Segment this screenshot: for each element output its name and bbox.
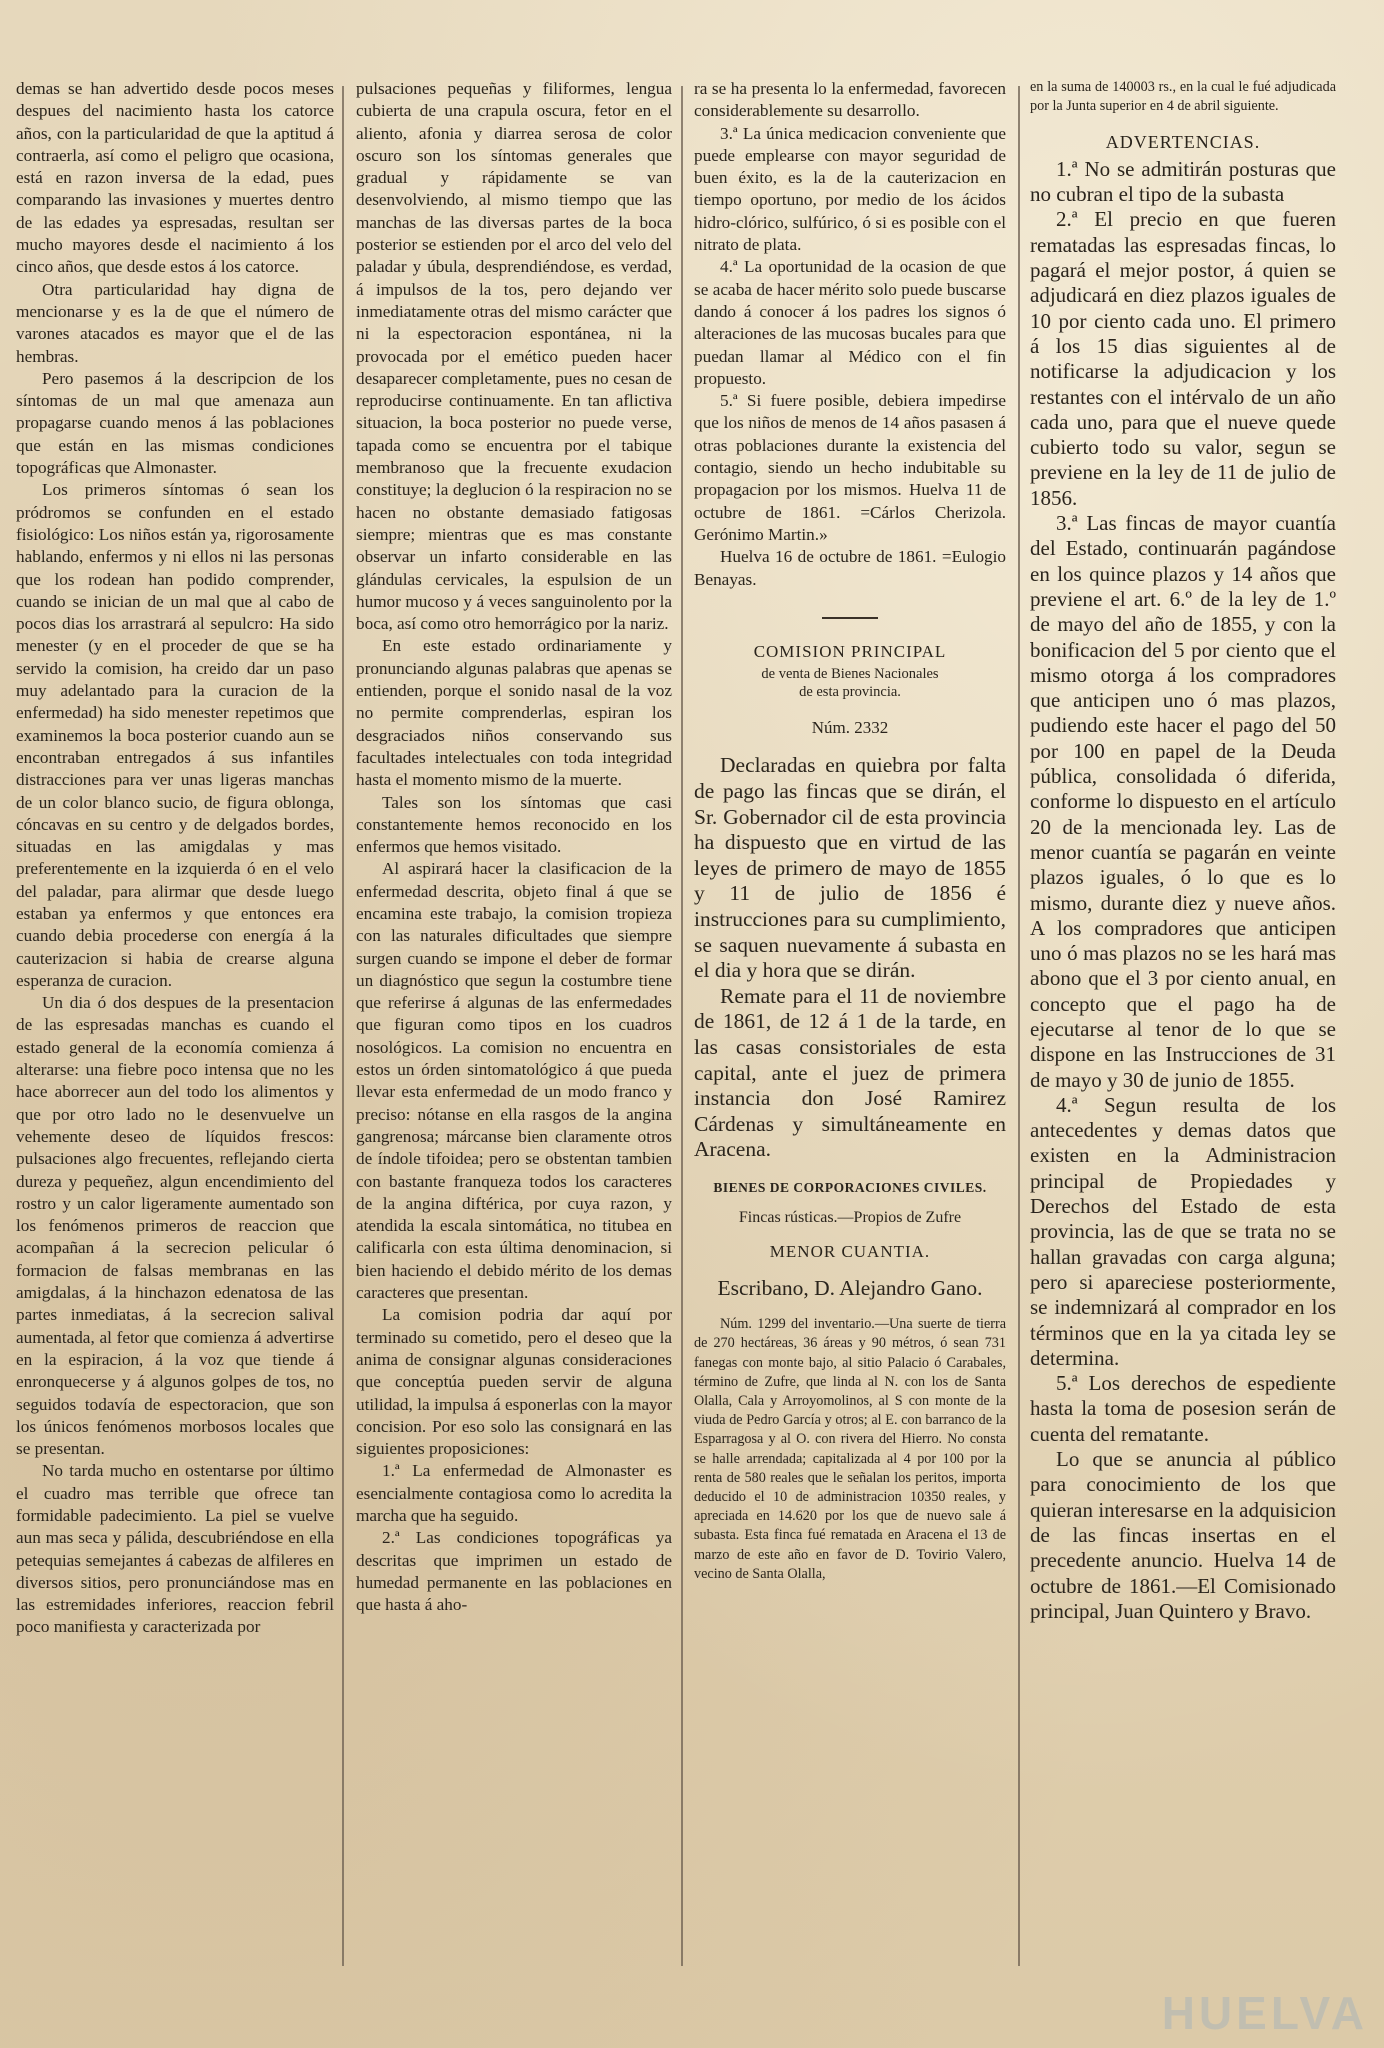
- menor-cuantia-heading: MENOR CUANTIA.: [769, 1242, 931, 1262]
- column-rule: [681, 86, 683, 1966]
- paragraph: Tales son los síntomas que casi constantemente hemos reconocido en los enfermos que hemos visitado.: [356, 792, 672, 857]
- paragraph: Un dia ó dos despues de la presentacion de las espresadas manchas es cuando el estado general de la economía comienza á alterarse: una fiebre poco intensa que no les hace aborrecer aun del todo los alimentos y que por otro lado no le desenvuelve un vehemente deseo de líquidos frescos: pulsaciones algo frecuentes, reflejando cierta dureza y pequeñez, algun encendimiento del rostro y un calor ligeramente aumentado son los fenómenos primeros de reaccion que acompañan á la secrecion pelicular ó formacion de falsas membranas en las amigdalas, á la hinchazon edenatosa de las partes inmediatas, á la secrecion salival aumentada, al fetor que comienza á advertirse en la espiracion, á la voz que tiende á enronquecerse y á algunos golpes de tos, no seguidos todavía de espectoracion, que son los únicos fenómenos morbosos locales que se presentan.: [16, 993, 334, 1459]
- paragraph: En este estado ordinariamente y pronunciando algunas palabras que apenas se entienden, porque el sonido nasal de la voz no permite comprenderlas, espiran los desgraciados niños conservando sus facultades intelectuales con toda integridad hasta el momento mismo de la muerte.: [356, 636, 672, 790]
- paragraph: Lo que se anuncia al público para conocimiento de los que quieran interesarse en la adquisicion de las fincas insertas en el precedente anuncio. Huelva 14 de octubre de 1861.—El Comisionado principal, Juan Quintero y Bravo.: [1030, 1447, 1336, 1623]
- paragraph: 1.ª No se admitirán posturas que no cubran el tipo de la subasta: [1030, 156, 1336, 207]
- notice-number: Núm. 2332: [811, 718, 889, 738]
- paragraph: La comision podria dar aquí por terminado su cometido, pero el deseo que la anima de consignar algunas consideraciones que conceptúa pueden servir de alguna utilidad, la impulsa á esponerlas con la mayor concision. Por eso solo las consignará en las siguientes proposiciones:: [356, 1305, 672, 1459]
- fincas-line: Fincas rústicas.—Propios de Zufre: [738, 1209, 962, 1227]
- inventory-entry: Núm. 1299 del inventario.—Una suerte de tierra de 270 hectáreas, 36 áreas y 90 métros, ó sean 731 fanegas con monte bajo, al sitio Palacio ó Carabales, término de Zufre, que linda al N. con los de Santa Olalla, Cala y Arroyomolinos, al S con monte de la viuda de Pedro García y otros; al E. con barranco de la Esparragosa y al O. con rivera del Hierro. No consta se halle arrendada; capitalizada al 4 por 100 por la renta de 580 reales que le señalan los peritos, importa deducido el 10 de administracion 10350 reales, y apreciada en 14.620 por los que de nuevo sale á subasta. Esta finca fué rematada en Aracena el 13 de marzo de este año en favor de D. Tovirio Valero, vecino de Santa Olalla,: [694, 1316, 1006, 1582]
- paragraph: 2.ª El precio en que fueren rematadas las espresadas fincas, lo pagará el mejor postor, á quien se adjudicará en diez plazos iguales de 10 por ciento cada uno. El primero á los 15 dias siguientes al de notificarse la adjudicacion y los restantes con el intérvalo de un año cada uno, para que el nueve quede cubierto todo su valor, segun se previene en la ley de 11 de julio de 1856.: [1030, 207, 1336, 510]
- paragraph: pulsaciones pequeñas y filiformes, lengua cubierta de una crapula oscura, fetor en el aliento, afonia y diarrea serosa de color oscuro son los síntomas generales que gradual y rápidamente se van desenvolviendo, al mismo tiempo que las manchas de las diversas partes de la boca posterior se estienden por el arco del velo del paladar y úbula, desprendiéndose, es verdad, á impulsos de la tos, pero dejando ver inmediatamente otras del mismo carácter que ni la espectoracion espontánea, ni la provocada por el emético pueden hacer desaparecer completamente, pues no cesan de reproducirse continuamente. En tan aflictiva situacion, la boca posterior no puede verse, tapada como se encuentra por el tabique membranoso que la frecuente exudacion constituye; la deglucion ó la respiracion no se hacen no obstante demasiado fatigosas siempre; mientras que es mas constante observar un infarto considerable en las glándulas cervicales, la espulsion de un humor mucoso y á veces sanguinolento por la boca, así como otro hemorrágico por la nariz.: [356, 79, 672, 634]
- paragraph: Otra particularidad hay digna de mencionarse y es la de que el número de varones atacados es mayor que el de las hembras.: [16, 279, 334, 366]
- section-title: BIENES DE CORPORACIONES CIVILES.: [713, 1179, 987, 1195]
- paragraph: Declaradas en quiebra por falta de pago las fincas que se dirán, el Sr. Gobernador cil de esta provincia ha dispuesto que en virtud de las leyes de primero de mayo de 1855 y 11 de julio de 1856 é instrucciones para su cumplimiento, se saquen nuevamente á subasta en el dia y hora que se dirán.: [694, 753, 1006, 983]
- paragraph: Pero pasemos á la descripcion de los síntomas de un mal que amenaza aun propagarse cuando menos á las poblaciones que están en las mismas condiciones topográficas que Almonaster.: [16, 368, 334, 478]
- section-heading: COMISION PRINCIPAL: [753, 641, 947, 661]
- section-subheading: de venta de Bienes Nacionales: [761, 666, 939, 683]
- column-rule: [1018, 86, 1020, 1966]
- column-3: [694, 78, 1006, 1978]
- paragraph: demas se han advertido desde pocos meses despues del nacimiento hasta los catorce años, con la particularidad de que la aptitud á contraerla, así como el peligro que ocasiona, está en razon inversa de la edad, pues comparando las invasiones y muertes dentro de las edades ya espresadas, resultan ser mucho mayores desde el nacimiento á los cinco años, que desde estos á los catorce.: [16, 79, 334, 277]
- paragraph: No tarda mucho en ostentarse por último el cuadro mas terrible que ofrece tan formidable padecimiento. La piel se vuelve aun mas seca y pálida, descubriéndose en ella petequias semejantes á cabezas de alfileres en diversos sitios, pero pronunciándose mas en las estremidades inferiores, reaccion febril poco manifiesta y caracterizada por: [16, 1461, 334, 1637]
- paragraph: Los primeros síntomas ó sean los pródromos se confunden en el estado fisiológico: Los niños están ya, rigorosamente hablando, enfermos y ni ellos ni las personas que los rodean han podido comprender, cuando se inician de un mal que al cabo de pocos dias los arrastrará al sepulcro: Ha sido menester (y en el proceder de que se ha servido la comision, ha creido dar un paso muy adelantado para la curacion de la enfermedad) ha sido menester repetimos que examinemos la boca posterior cuando aun se encontraban entregados á sus infantiles distracciones para ver unas ligeras manchas de un color blanco sucio, de figura oblonga, cóncavas en su centro y de delgados bordes, situadas en las amigdalas y mas preferentemente en la izquierda ó en el velo del paladar, para alirmar que desde luego estaban ya enfermos y que entonces era cuando debia procederse con energía á la cauterizacion si habia de crearse alguna esperanza de curacion.: [16, 480, 334, 990]
- section-subheading: de esta provincia.: [799, 684, 901, 701]
- paragraph: Remate para el 11 de noviembre de 1861, de 12 á 1 de la tarde, en las casas consistoriales de esta capital, ante el juez de primera instancia don José Ramirez Cárdenas y simultáneamente en Aracena.: [694, 983, 1006, 1162]
- paragraph: 2.ª Las condiciones topográficas ya descritas que imprimen un estado de humedad permanente en las poblaciones en que hasta á aho-: [356, 1528, 672, 1615]
- archive-watermark: HUELVA: [1161, 1987, 1368, 2039]
- column-2: [356, 78, 672, 1978]
- column-1: [16, 78, 334, 1978]
- section-divider: [822, 617, 878, 619]
- paragraph: 3.ª Las fincas de mayor cuantía del Estado, continuarán pagándose en los quince plazos y 14 años que previene el art. 6.º de la ley de 1.º de mayo del año de 1855, y con la bonificacion del 5 por ciento que el mismo otorga á los compradores que anticipen uno ó mas plazos, pudiendo este hacer el pago del 50 por 100 en papel de la Deuda pública, consolidada ó diferida, conforme lo dispuesto en el artículo 20 de la mencionada ley. Las de menor cuantía se pagarán en veinte plazos iguales, ó lo que es lo mismo, durante diez y nueve años. A los compradores que anticipen uno ó mas plazos no se les hará mas abono que el 3 por ciento anual, en concepto que el pago ha de ejecutarse al tenor de lo que se dispone en las Instrucciones de 31 de mayo y 30 de junio de 1855.: [1030, 511, 1336, 1092]
- paragraph: 4.ª La oportunidad de la ocasion de que se acaba de hacer mérito solo puede buscarse dando á conocer á los padres los signos ó alteraciones de las mucosas bucales para que puedan llamar al Médico con el fin propuesto.: [694, 257, 1006, 388]
- paragraph: Al aspirará hacer la clasificacion de la enfermedad descrita, objeto final á que se encamina este trabajo, la comision tropieza con las naturales dificultades que siempre surgen cuando se impone el deber de formar un diagnóstico que segun la costumbre tiene que referirse á algunas de las enfermedades que figuran como tipos en los cuadros nosológicos. La comision no encuentra en estos un órden sintomatológico á que pueda llevar esta enfermedad de un modo franco y preciso: nótanse en ella rasgos de la angina gangrenosa; márcanse bien claramente otros de índole tifoidea; pero se obstentan tambien con bastante franqueza todos los caracteres de la angina diftérica, por cuya razon, y atendida la escala sintomática, no titubea en calificarla con esta última denominacion, si bien haciendo el debido mérito de los demas caracteres que presentan.: [356, 859, 672, 1303]
- paragraph: 1.ª La enfermedad de Almonaster es esencialmente contagiosa como lo acredita la marcha que ha seguido.: [356, 1461, 672, 1525]
- paragraph: 5.ª Si fuere posible, debiera impedirse que los niños de menos de 14 años pasasen á otras poblaciones durante la existencia del contagio, siendo un hecho indubitable su propagacion por los mismos. Huelva 11 de octubre de 1861. =Cárlos Cherizola. Gerónimo Martin.»: [694, 391, 1006, 544]
- column-4: [1030, 78, 1336, 1978]
- escribano-line: Escribano, D. Alejandro Gano.: [717, 1275, 983, 1300]
- paragraph: Huelva 16 de octubre de 1861. =Eulogio Benayas.: [694, 547, 1006, 589]
- inventory-continuation: en la suma de 140003 rs., en la cual le fué adjudicada por la Junta superior en 4 de abril siguiente.: [1030, 79, 1336, 114]
- column-rule: [342, 86, 344, 1966]
- advertencias-heading: ADVERTENCIAS.: [1105, 131, 1261, 152]
- paragraph: 5.ª Los derechos de espediente hasta la toma de posesion serán de cuenta del rematante.: [1030, 1371, 1336, 1446]
- paragraph: 4.ª Segun resulta de los antecedentes y demas datos que existen en la Administracion principal de Propiedades y Derechos del Estado de esta provincia, las de que se trata no se hallan gravadas con carga alguna; pero si apareciese posteriormente, se indemnizará al comprador en los términos que en la ya citada ley se determina.: [1030, 1092, 1336, 1370]
- paragraph: 3.ª La única medicacion conveniente que puede emplearse con mayor seguridad de buen éxito, es la de la cauterizacion en tiempo oportuno, por medio de los ácidos hidro-clórico, sulfúrico, ó si es posible con el nitrato de plata.: [694, 123, 1006, 255]
- paragraph: ra se ha presenta lo la enfermedad, favorecen considerablemente su desarrollo.: [694, 79, 1006, 121]
